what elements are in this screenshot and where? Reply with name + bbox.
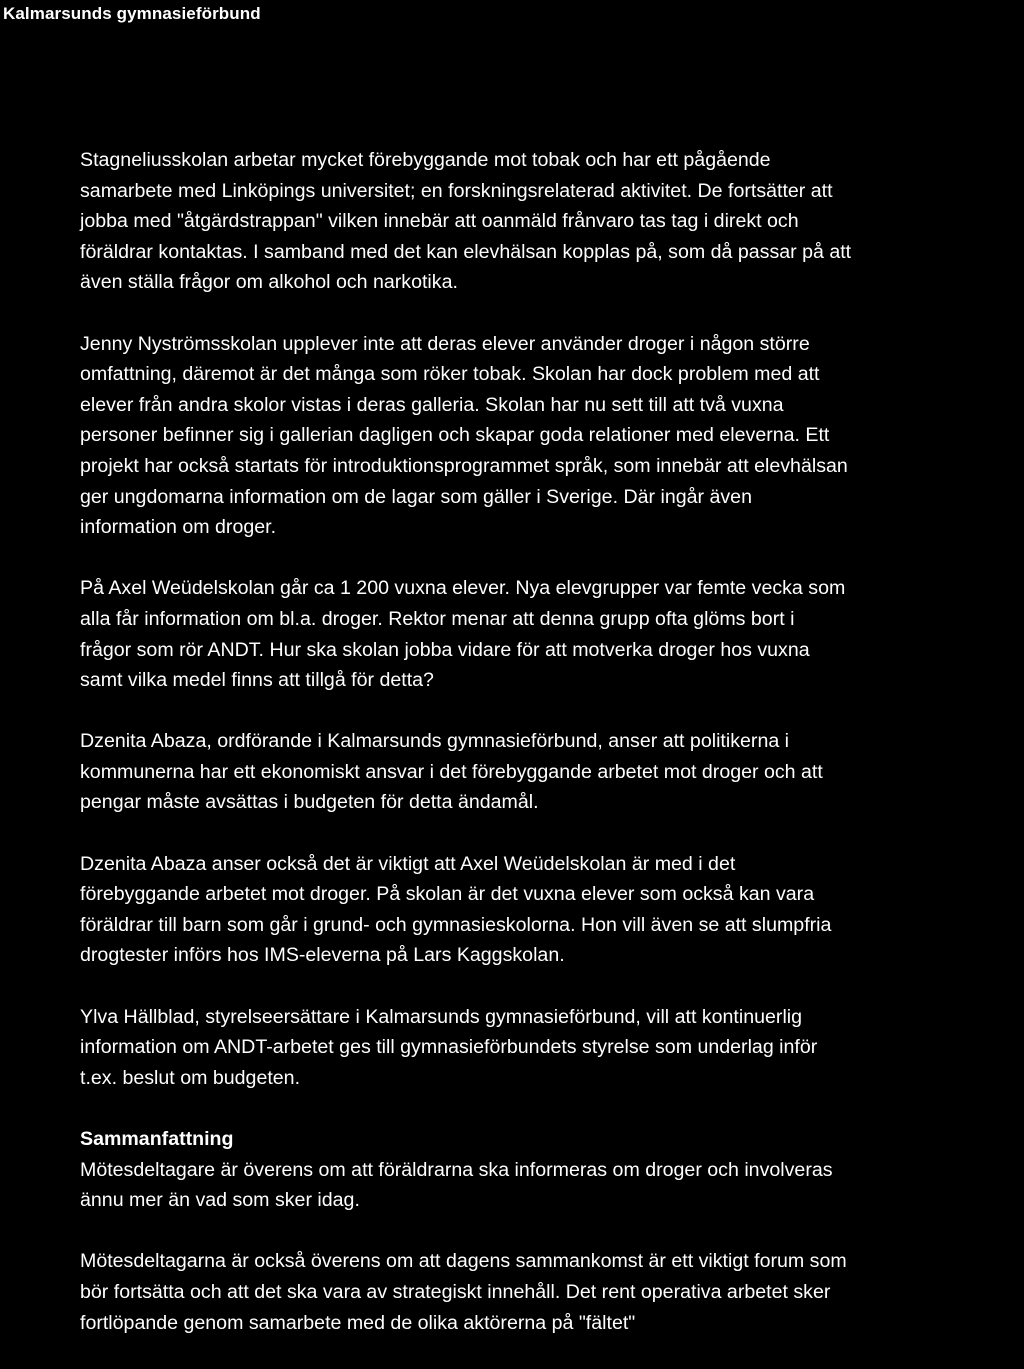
summary-heading: Sammanfattning bbox=[80, 1128, 234, 1150]
text-line: personer befinner sig i gallerian dagligen och skapar goda relationer med eleverna. Ett bbox=[80, 424, 830, 447]
text-line: information om droger. bbox=[80, 516, 277, 539]
text-line: frågor som rör ANDT. Hur ska skolan jobba vidare för att motverka droger hos vuxna bbox=[80, 638, 810, 661]
text-line: Dzenita Abaza anser också det är viktigt att Axel Weüdelskolan är med i det bbox=[80, 852, 736, 875]
text-line: information om ANDT-arbetet ges till gymnasieförbundets styrelse som underlag inför bbox=[80, 1036, 818, 1059]
text-line: även ställa frågor om alkohol och narkotika. bbox=[80, 271, 458, 294]
text-line: t.ex. beslut om budgeten. bbox=[80, 1066, 301, 1089]
document-body bbox=[80, 145, 1005, 1369]
paragraph-stagneliusskolan bbox=[80, 145, 1005, 298]
text-line: föräldrar till barn som går i grund- och gymnasieskolorna. Hon vill även se att slumpfria bbox=[80, 913, 832, 936]
paragraph-jenny-nystromsskolan bbox=[80, 329, 1005, 543]
text-line: föräldrar kontaktas. I samband med det kan elevhälsan kopplas på, som då passar på att bbox=[80, 240, 852, 263]
text-line: elever från andra skolor vistas i deras galleria. Skolan har nu sett till att två vuxna bbox=[80, 393, 784, 416]
text-line: På Axel Weüdelskolan går ca 1 200 vuxna elever. Nya elevgrupper var femte vecka som bbox=[80, 577, 846, 600]
summary-section bbox=[80, 1124, 1005, 1216]
paragraph-ylva-hallblad bbox=[80, 1002, 1005, 1094]
text-line: Jenny Nyströmsskolan upplever inte att deras elever använder droger i någon större bbox=[80, 332, 810, 355]
text-line: ger ungdomarna information om de lagar som gäller i Sverige. Där ingår även bbox=[80, 485, 752, 508]
document-header: Kalmarsunds gymnasieförbund bbox=[3, 4, 261, 23]
text-line: Ylva Hällblad, styrelseersättare i Kalmarsunds gymnasieförbund, vill att kontinuerlig bbox=[80, 1005, 803, 1028]
text-line: samt vilka medel finns att tillgå för detta? bbox=[80, 669, 434, 692]
paragraph-dzenita-abaza-1 bbox=[80, 726, 1005, 818]
text-line: bör fortsätta och att det ska vara av strategiskt innehåll. Det rent operativa arbetet sker bbox=[80, 1280, 831, 1303]
text-line: ännu mer än vad som sker idag. bbox=[80, 1189, 360, 1212]
text-line: Dzenita Abaza, ordförande i Kalmarsunds gymnasieförbund, anser att politikerna i bbox=[80, 730, 790, 753]
text-line: kommunerna har ett ekonomiskt ansvar i det förebyggande arbetet mot droger och att bbox=[80, 760, 823, 783]
text-line: Mötesdeltagare är överens om att föräldrarna ska informeras om droger och involveras bbox=[80, 1158, 833, 1181]
text-line: samarbete med Linköpings universitet; en forskningsrelaterad aktivitet. De fortsätter att bbox=[80, 179, 833, 202]
text-line: alla får information om bl.a. droger. Rektor menar att denna grupp ofta glöms bort i bbox=[80, 607, 795, 630]
text-line: fortlöpande genom samarbete med de olika aktörerna på "fältet" bbox=[80, 1311, 636, 1334]
text-line: drogtester införs hos IMS-eleverna på Lars Kaggskolan. bbox=[80, 944, 565, 967]
paragraph-summary-forum bbox=[80, 1246, 1005, 1338]
text-line: projekt har också startats för introduktionsprogrammet språk, som innebär att elevhälsan bbox=[80, 454, 848, 477]
text-line: Mötesdeltagarna är också överens om att dagens sammankomst är ett viktigt forum som bbox=[80, 1250, 847, 1273]
paragraph-dzenita-abaza-2 bbox=[80, 849, 1005, 971]
text-line: omfattning, däremot är det många som röker tobak. Skolan har dock problem med att bbox=[80, 363, 820, 386]
text-line: pengar måste avsättas i budgeten för detta ändamål. bbox=[80, 791, 539, 814]
paragraph-axel-weudelskolan bbox=[80, 573, 1005, 695]
text-line: Stagneliusskolan arbetar mycket förebyggande mot tobak och har ett pågående bbox=[80, 149, 771, 171]
text-line: jobba med "åtgärdstrappan" vilken innebär att oanmäld frånvaro tas tag i direkt och bbox=[80, 210, 799, 233]
text-line: förebyggande arbetet mot droger. På skolan är det vuxna elever som också kan vara bbox=[80, 883, 815, 906]
